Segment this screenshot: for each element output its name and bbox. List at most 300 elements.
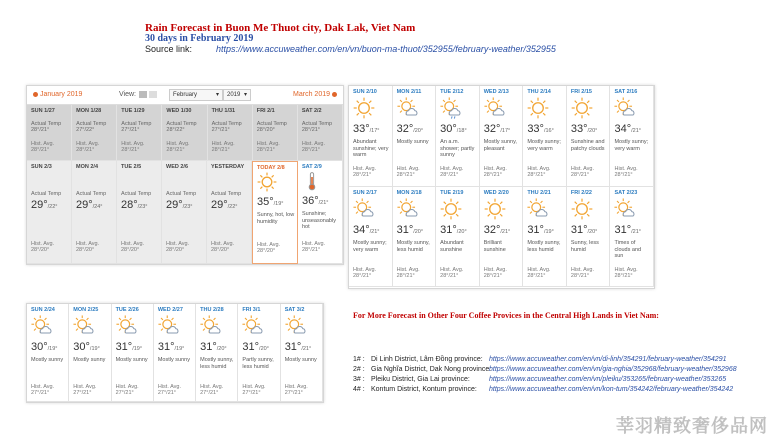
hist-avg-label: Hist. Avg. [614, 166, 638, 172]
actual-temp-label: Actual Temp [301, 121, 333, 127]
month-select-value: February [173, 92, 198, 98]
forecast-description: Mostly sunny [284, 357, 317, 363]
temperature [242, 341, 269, 353]
hist-avg-label: Hist. Avg. [570, 267, 595, 273]
forecast-description: Mostly sunny, less humid [200, 357, 234, 370]
item-location: Di Linh District, Lâm Đồng province: [371, 356, 483, 363]
temperature [31, 341, 58, 353]
hist-avg-value: 27°/21° [73, 390, 92, 396]
temperature [614, 224, 641, 236]
chevron-down-icon: ▾ [243, 92, 247, 98]
actual-temp-value: 27°/21° [211, 127, 230, 133]
hist-avg-value: 28°/21° [396, 172, 415, 178]
hist-avg-value: 28°/21° [614, 172, 633, 178]
day-cell[interactable] [298, 105, 343, 161]
high-temp: 31° [440, 224, 457, 236]
temperature [397, 123, 424, 135]
low-temp: /20° [413, 128, 424, 134]
temperature [200, 341, 227, 353]
hist-avg-label: Hist. Avg. [200, 384, 224, 390]
hist-avg-label: Hist. Avg. [302, 241, 326, 247]
page-subtitle: 30 days in February 2019 [145, 33, 254, 44]
hist-avg-value: 28°/21° [166, 147, 185, 153]
hist-avg-value: 28°/21° [31, 147, 50, 153]
partly-sunny-icon [614, 97, 636, 119]
day-cell[interactable] [154, 304, 196, 402]
day-cell[interactable] [436, 86, 480, 187]
day-label: MON 1/28 [76, 108, 102, 114]
day-label: SAT 2/2 [301, 108, 322, 114]
high-temp: 29° [31, 199, 48, 211]
hist-avg-value: 27°/21° [284, 390, 303, 396]
day-label: FRI 2/15 [570, 89, 592, 95]
high-temp: 30° [440, 123, 457, 135]
actual-temp-value: 28°/21° [301, 127, 321, 133]
low-temp: /20° [587, 128, 598, 134]
day-cell[interactable] [523, 86, 567, 187]
partly-sunny-icon [31, 315, 53, 337]
hist-avg-value: 28°/21° [396, 273, 415, 279]
day-cell[interactable] [253, 105, 298, 161]
day-label: WED 2/6 [166, 164, 189, 170]
partly-sunny-icon [158, 315, 180, 337]
high-temp: 33° [570, 123, 588, 135]
hist-avg-label: Hist. Avg. [157, 384, 181, 390]
hist-avg-label: Hist. Avg. [121, 141, 145, 147]
actual-temp-label: Actual Temp [31, 121, 62, 127]
calendar-nav [27, 86, 343, 105]
sun-icon [440, 198, 462, 220]
day-label: TUE 2/26 [115, 307, 139, 313]
hist-avg-value: 28°/21° [302, 247, 321, 253]
day-cell[interactable] [567, 187, 611, 287]
hist-avg-label: Hist. Avg. [166, 241, 190, 247]
calendar-week-row [349, 187, 654, 287]
day-label: MON 2/4 [76, 164, 99, 170]
item-number: 2# : [353, 366, 365, 373]
high-temp: 31° [200, 341, 217, 353]
high-temp: 32° [396, 123, 414, 135]
prev-month-link[interactable] [33, 91, 82, 98]
hist-avg-label: Hist. Avg. [483, 267, 507, 273]
day-cell[interactable] [610, 86, 654, 187]
day-cell[interactable] [523, 187, 567, 287]
forecast-description: Sunny, hot, low humidity [257, 212, 295, 225]
day-cell[interactable] [480, 187, 524, 287]
low-temp: /19° [273, 201, 284, 207]
high-temp: 32° [483, 123, 501, 135]
hist-avg-value: 28°/20° [166, 247, 185, 253]
hist-avg-value: 28°/21° [353, 273, 372, 279]
forecast-description: Mostly sunny [157, 357, 190, 363]
temperature [527, 224, 554, 236]
high-temp: 29° [211, 199, 228, 211]
hist-avg-value: 28°/21° [483, 172, 502, 178]
next-month-label: March 2019 [293, 91, 330, 98]
day-cell[interactable] [252, 161, 298, 264]
sun-icon [527, 97, 549, 119]
hist-avg-value: 28°/21° [440, 172, 459, 178]
day-cell[interactable] [207, 161, 252, 264]
hist-avg-label: Hist. Avg. [211, 241, 235, 247]
high-temp: 29° [76, 199, 93, 211]
low-temp: /18° [456, 128, 467, 134]
temperature [571, 123, 598, 135]
hist-avg-label: Hist. Avg. [31, 141, 55, 147]
item-number: 1# : [353, 356, 365, 363]
low-temp: /21° [631, 128, 641, 134]
day-label: SUN 2/17 [353, 190, 377, 196]
forecast-description: Mostly sunny, less humid [527, 240, 561, 253]
calendar-view-icon[interactable] [139, 91, 147, 98]
calendar-week-row [27, 161, 343, 264]
calendar-week-row [27, 304, 323, 402]
day-label: WED 1/30 [166, 108, 192, 114]
day-label: TUE 2/19 [440, 190, 464, 196]
sun-icon [484, 198, 506, 220]
day-cell[interactable] [69, 304, 111, 402]
temperature [211, 199, 238, 211]
hist-avg-value: 27°/21° [242, 390, 261, 396]
actual-temp-label: Actual Temp [166, 191, 197, 197]
forecast-description: Sunshine; unseasonably hot [302, 211, 336, 230]
low-temp: /19° [47, 346, 58, 352]
low-temp: /17° [500, 128, 511, 134]
temperature [353, 224, 380, 236]
forecast-description: Mostly sunny, less humid [396, 240, 430, 253]
day-cell[interactable] [112, 304, 154, 402]
temperature [571, 224, 598, 236]
partly-sunny-icon [397, 97, 419, 119]
hist-avg-value: 28°/20° [31, 247, 50, 253]
low-temp: /16° [543, 128, 554, 134]
temperature [73, 341, 100, 353]
low-temp: /19° [174, 346, 185, 352]
low-temp: /17° [369, 128, 380, 134]
forecast-description: Sunny, less humid [570, 240, 599, 253]
hist-avg-label: Hist. Avg. [353, 267, 377, 273]
hist-avg-label: Hist. Avg. [115, 384, 139, 390]
list-view-icon[interactable] [149, 91, 157, 98]
forecast-description: Partly sunny, less humid [242, 357, 274, 370]
hist-avg-label: Hist. Avg. [121, 241, 145, 247]
temperature [31, 199, 58, 211]
year-select[interactable] [223, 89, 251, 101]
partly-sunny-icon [116, 315, 138, 337]
sun-icon [257, 172, 277, 192]
hist-avg-value: 28°/21° [256, 147, 275, 153]
day-cell[interactable] [117, 105, 162, 161]
hist-avg-label: Hist. Avg. [73, 384, 97, 390]
day-label: SAT 2/16 [614, 89, 638, 95]
sun-icon [571, 97, 593, 119]
day-cell[interactable] [196, 304, 238, 402]
actual-temp-label: Actual Temp [121, 191, 152, 197]
day-cell[interactable] [610, 187, 654, 287]
day-cell[interactable] [567, 86, 611, 187]
day-cell[interactable] [349, 187, 393, 287]
hist-avg-label: Hist. Avg. [614, 267, 638, 273]
item-number: 3# : [353, 376, 365, 383]
forecast-description: Mostly sunny; very warm [614, 139, 649, 152]
high-temp: 35° [257, 196, 274, 208]
high-temp: 32° [483, 224, 501, 236]
view-label: View: [119, 91, 136, 98]
hist-avg-value: 28°/21° [483, 273, 502, 279]
low-temp: /22° [227, 204, 238, 210]
high-temp: 34° [614, 123, 632, 135]
day-cell[interactable] [238, 304, 280, 402]
year-select-value: 2019 [227, 92, 241, 98]
hist-avg-value: 28°/20° [76, 247, 95, 253]
forecast-description: Mostly sunny [115, 357, 148, 363]
low-temp: /22° [47, 204, 58, 210]
hist-avg-label: Hist. Avg. [483, 166, 507, 172]
low-temp: /21° [369, 229, 380, 235]
page-title: Rain Forecast in Buon Me Thuot city, Dak Lak, Viet Nam [145, 22, 416, 34]
low-temp: /21° [500, 229, 511, 235]
high-temp: 36° [302, 195, 319, 207]
actual-temp-label: Actual Temp [211, 121, 242, 127]
partly-sunny-icon [353, 198, 375, 220]
low-temp: /20° [587, 229, 598, 235]
hist-avg-label: Hist. Avg. [396, 267, 420, 273]
low-temp: /20° [413, 229, 424, 235]
hist-avg-value: 28°/21° [570, 172, 590, 178]
hist-avg-value: 28°/21° [614, 273, 633, 279]
day-label: WED 2/20 [483, 190, 509, 196]
low-temp: /20° [259, 346, 269, 352]
day-label: SAT 2/23 [614, 190, 638, 196]
hist-avg-label: Hist. Avg. [242, 384, 266, 390]
low-temp: /21° [631, 229, 641, 235]
day-cell[interactable] [208, 105, 253, 161]
forecast-description: Mostly sunny; very warm [527, 139, 561, 152]
actual-temp-value: 28°/21° [31, 127, 50, 133]
prev-arrow-icon [33, 92, 38, 97]
day-label: THU 2/28 [200, 307, 224, 313]
item-link[interactable]: https://www.accuweather.com/en/vn/kon-tum/354242/february-weather/354242 [489, 386, 734, 393]
partly-sunny-icon [527, 198, 549, 220]
forecast-description: An a.m. shower; partly sunny [440, 139, 475, 158]
temperature [121, 199, 148, 211]
day-cell[interactable] [393, 187, 437, 287]
high-temp: 28° [121, 199, 138, 211]
hist-avg-value: 28°/20° [211, 247, 230, 253]
low-temp: /19° [89, 346, 100, 352]
day-cell[interactable] [281, 304, 323, 402]
hist-avg-label: Hist. Avg. [76, 241, 100, 247]
chevron-down-icon: ▾ [215, 92, 219, 98]
hist-avg-label: Hist. Avg. [440, 267, 464, 273]
hist-avg-label: Hist. Avg. [396, 166, 420, 172]
day-cell[interactable] [393, 86, 437, 187]
thermometer-icon [302, 171, 322, 191]
watermark: 莘羽精致奢侈品网 [616, 416, 768, 437]
day-label: THU 1/31 [211, 108, 236, 114]
high-temp: 31° [242, 341, 260, 353]
hist-avg-value: 28°/21° [121, 147, 140, 153]
temperature [484, 123, 511, 135]
day-label: FRI 2/22 [570, 190, 592, 196]
high-temp: 31° [115, 341, 133, 353]
temperature [257, 196, 284, 208]
temperature [158, 341, 185, 353]
day-cell[interactable] [72, 105, 117, 161]
day-label: MON 2/11 [396, 89, 422, 95]
calendar-panel-week5 [26, 303, 324, 403]
partly-sunny-icon [73, 315, 95, 337]
day-cell[interactable] [117, 161, 162, 264]
temperature [527, 123, 554, 135]
partly-sunny-icon [285, 315, 307, 337]
high-temp: 33° [527, 123, 544, 135]
day-label: WED 2/13 [483, 89, 509, 95]
temperature [440, 224, 467, 236]
hist-avg-value: 28°/21° [570, 273, 590, 279]
hist-avg-label: Hist. Avg. [527, 166, 551, 172]
day-cell[interactable] [436, 187, 480, 287]
temperature [116, 341, 143, 353]
low-temp: /21° [318, 200, 329, 206]
hist-avg-label: Hist. Avg. [570, 166, 595, 172]
hist-avg-label: Hist. Avg. [353, 166, 377, 172]
calendar-panel-week1-2 [26, 85, 344, 265]
prev-month-label: January 2019 [40, 91, 83, 98]
hist-avg-value: 28°/21° [527, 172, 546, 178]
hist-avg-value: 27°/21° [31, 390, 50, 396]
day-label: SUN 2/10 [353, 89, 377, 95]
temperature [302, 195, 329, 207]
hist-avg-label: Hist. Avg. [256, 141, 280, 147]
low-temp: /20° [216, 346, 227, 352]
forecast-description: Mostly sunny; very warm [353, 240, 387, 253]
temperature [285, 341, 312, 353]
forecast-description: Mostly sunny, pleasant [483, 139, 517, 152]
temperature [166, 199, 193, 211]
day-cell[interactable] [27, 105, 72, 161]
hist-avg-value: 28°/21° [211, 147, 230, 153]
high-temp: 33° [353, 123, 370, 135]
high-temp: 31° [570, 224, 588, 236]
shower-icon [440, 97, 462, 119]
hist-avg-label: Hist. Avg. [257, 242, 281, 248]
day-label: THU 2/14 [527, 89, 551, 95]
next-month-link[interactable] [293, 91, 337, 98]
day-label: FRI 3/1 [242, 307, 261, 313]
temperature [76, 199, 103, 211]
hist-avg-label: Hist. Avg. [31, 384, 55, 390]
actual-temp-label: Actual Temp [76, 121, 107, 127]
item-link[interactable]: https://www.accuweather.com/en/vn/di-linh/354291/february-weather/354291 [489, 356, 727, 363]
hist-avg-label: Hist. Avg. [284, 384, 308, 390]
actual-temp-label: Actual Temp [31, 191, 62, 197]
forecast-description: Mostly sunny [31, 357, 64, 363]
low-temp: /19° [132, 346, 143, 352]
hist-avg-value: 27°/21° [200, 390, 219, 396]
sun-icon [571, 198, 593, 220]
hist-avg-label: Hist. Avg. [440, 166, 464, 172]
item-link[interactable]: https://www.accuweather.com/en/vn/gia-nghia/352968/february-weather/352968 [489, 366, 737, 373]
actual-temp-value: 27°/21° [121, 127, 140, 133]
high-temp: 31° [284, 341, 302, 353]
high-temp: 29° [166, 199, 183, 211]
hist-avg-value: 28°/21° [301, 147, 321, 153]
low-temp: /23° [182, 204, 193, 210]
day-cell[interactable] [162, 161, 207, 264]
low-temp: /24° [92, 204, 103, 210]
item-location: Gia Nghĩa District, Dak Nong province: [371, 366, 492, 373]
hist-avg-value: 28°/21° [440, 273, 459, 279]
calendar-panel-week3-4 [348, 85, 655, 289]
forecast-description: Mostly sunny [396, 139, 429, 145]
temperature [397, 224, 424, 236]
day-label: SUN 2/3 [31, 164, 52, 170]
actual-temp-label: Actual Temp [76, 191, 107, 197]
calendar-week-row [27, 105, 343, 161]
hist-avg-value: 27°/21° [115, 390, 134, 396]
temperature [484, 224, 511, 236]
high-temp: 34° [353, 224, 370, 236]
low-temp: /20° [456, 229, 467, 235]
high-temp: 30° [73, 341, 90, 353]
partly-sunny-icon [614, 198, 636, 220]
low-temp: /19° [543, 229, 554, 235]
day-label: TUE 1/29 [121, 108, 145, 114]
more-forecast-title: For More Forecast in Other Four Coffee Provices in the Central High Lands in Viet Nam: [353, 311, 659, 320]
high-temp: 30° [31, 341, 48, 353]
hist-avg-value: 28°/21° [353, 172, 372, 178]
hist-avg-value: 28°/20° [121, 247, 140, 253]
high-temp: 31° [157, 341, 175, 353]
day-cell[interactable] [27, 161, 72, 264]
month-select[interactable] [169, 89, 223, 101]
temperature [614, 123, 641, 135]
forecast-description: Abundant sunshine [440, 240, 464, 253]
day-label: MON 2/18 [396, 190, 422, 196]
item-number: 4# : [353, 386, 365, 393]
day-cell[interactable] [162, 105, 207, 161]
source-link[interactable]: https://www.accuweather.com/en/vn/buon-ma-thuot/352955/february-weather/352955 [216, 44, 556, 54]
day-cell[interactable] [349, 86, 393, 187]
low-temp: /23° [137, 204, 148, 210]
actual-temp-value: 27°/22° [76, 127, 95, 133]
day-cell[interactable] [298, 161, 343, 264]
day-cell[interactable] [72, 161, 117, 264]
day-cell[interactable] [27, 304, 69, 402]
hist-avg-value: 28°/21° [76, 147, 95, 153]
item-location: Kontum District, Kontum province: [371, 386, 477, 393]
item-link[interactable]: https://www.accuweather.com/en/vn/pleiku/353265/february-weather/353265 [489, 376, 727, 383]
partly-sunny-icon [200, 315, 222, 337]
day-label: MON 2/25 [73, 307, 99, 313]
day-label: SAT 2/9 [302, 164, 322, 170]
high-temp: 31° [614, 224, 632, 236]
day-cell[interactable] [480, 86, 524, 187]
day-label: SAT 3/2 [284, 307, 305, 313]
day-label: SUN 1/27 [31, 108, 55, 114]
actual-temp-value: 28°/22° [166, 127, 185, 133]
day-label: FRI 2/1 [256, 108, 275, 114]
hist-avg-label: Hist. Avg. [166, 141, 190, 147]
day-label: TODAY 2/8 [257, 165, 285, 171]
low-temp: /21° [301, 346, 312, 352]
partly-sunny-icon [397, 198, 419, 220]
hist-avg-label: Hist. Avg. [31, 241, 55, 247]
forecast-description: Sunshine and patchy clouds [570, 139, 605, 152]
hist-avg-value: 28°/21° [527, 273, 546, 279]
actual-temp-label: Actual Temp [211, 191, 242, 197]
